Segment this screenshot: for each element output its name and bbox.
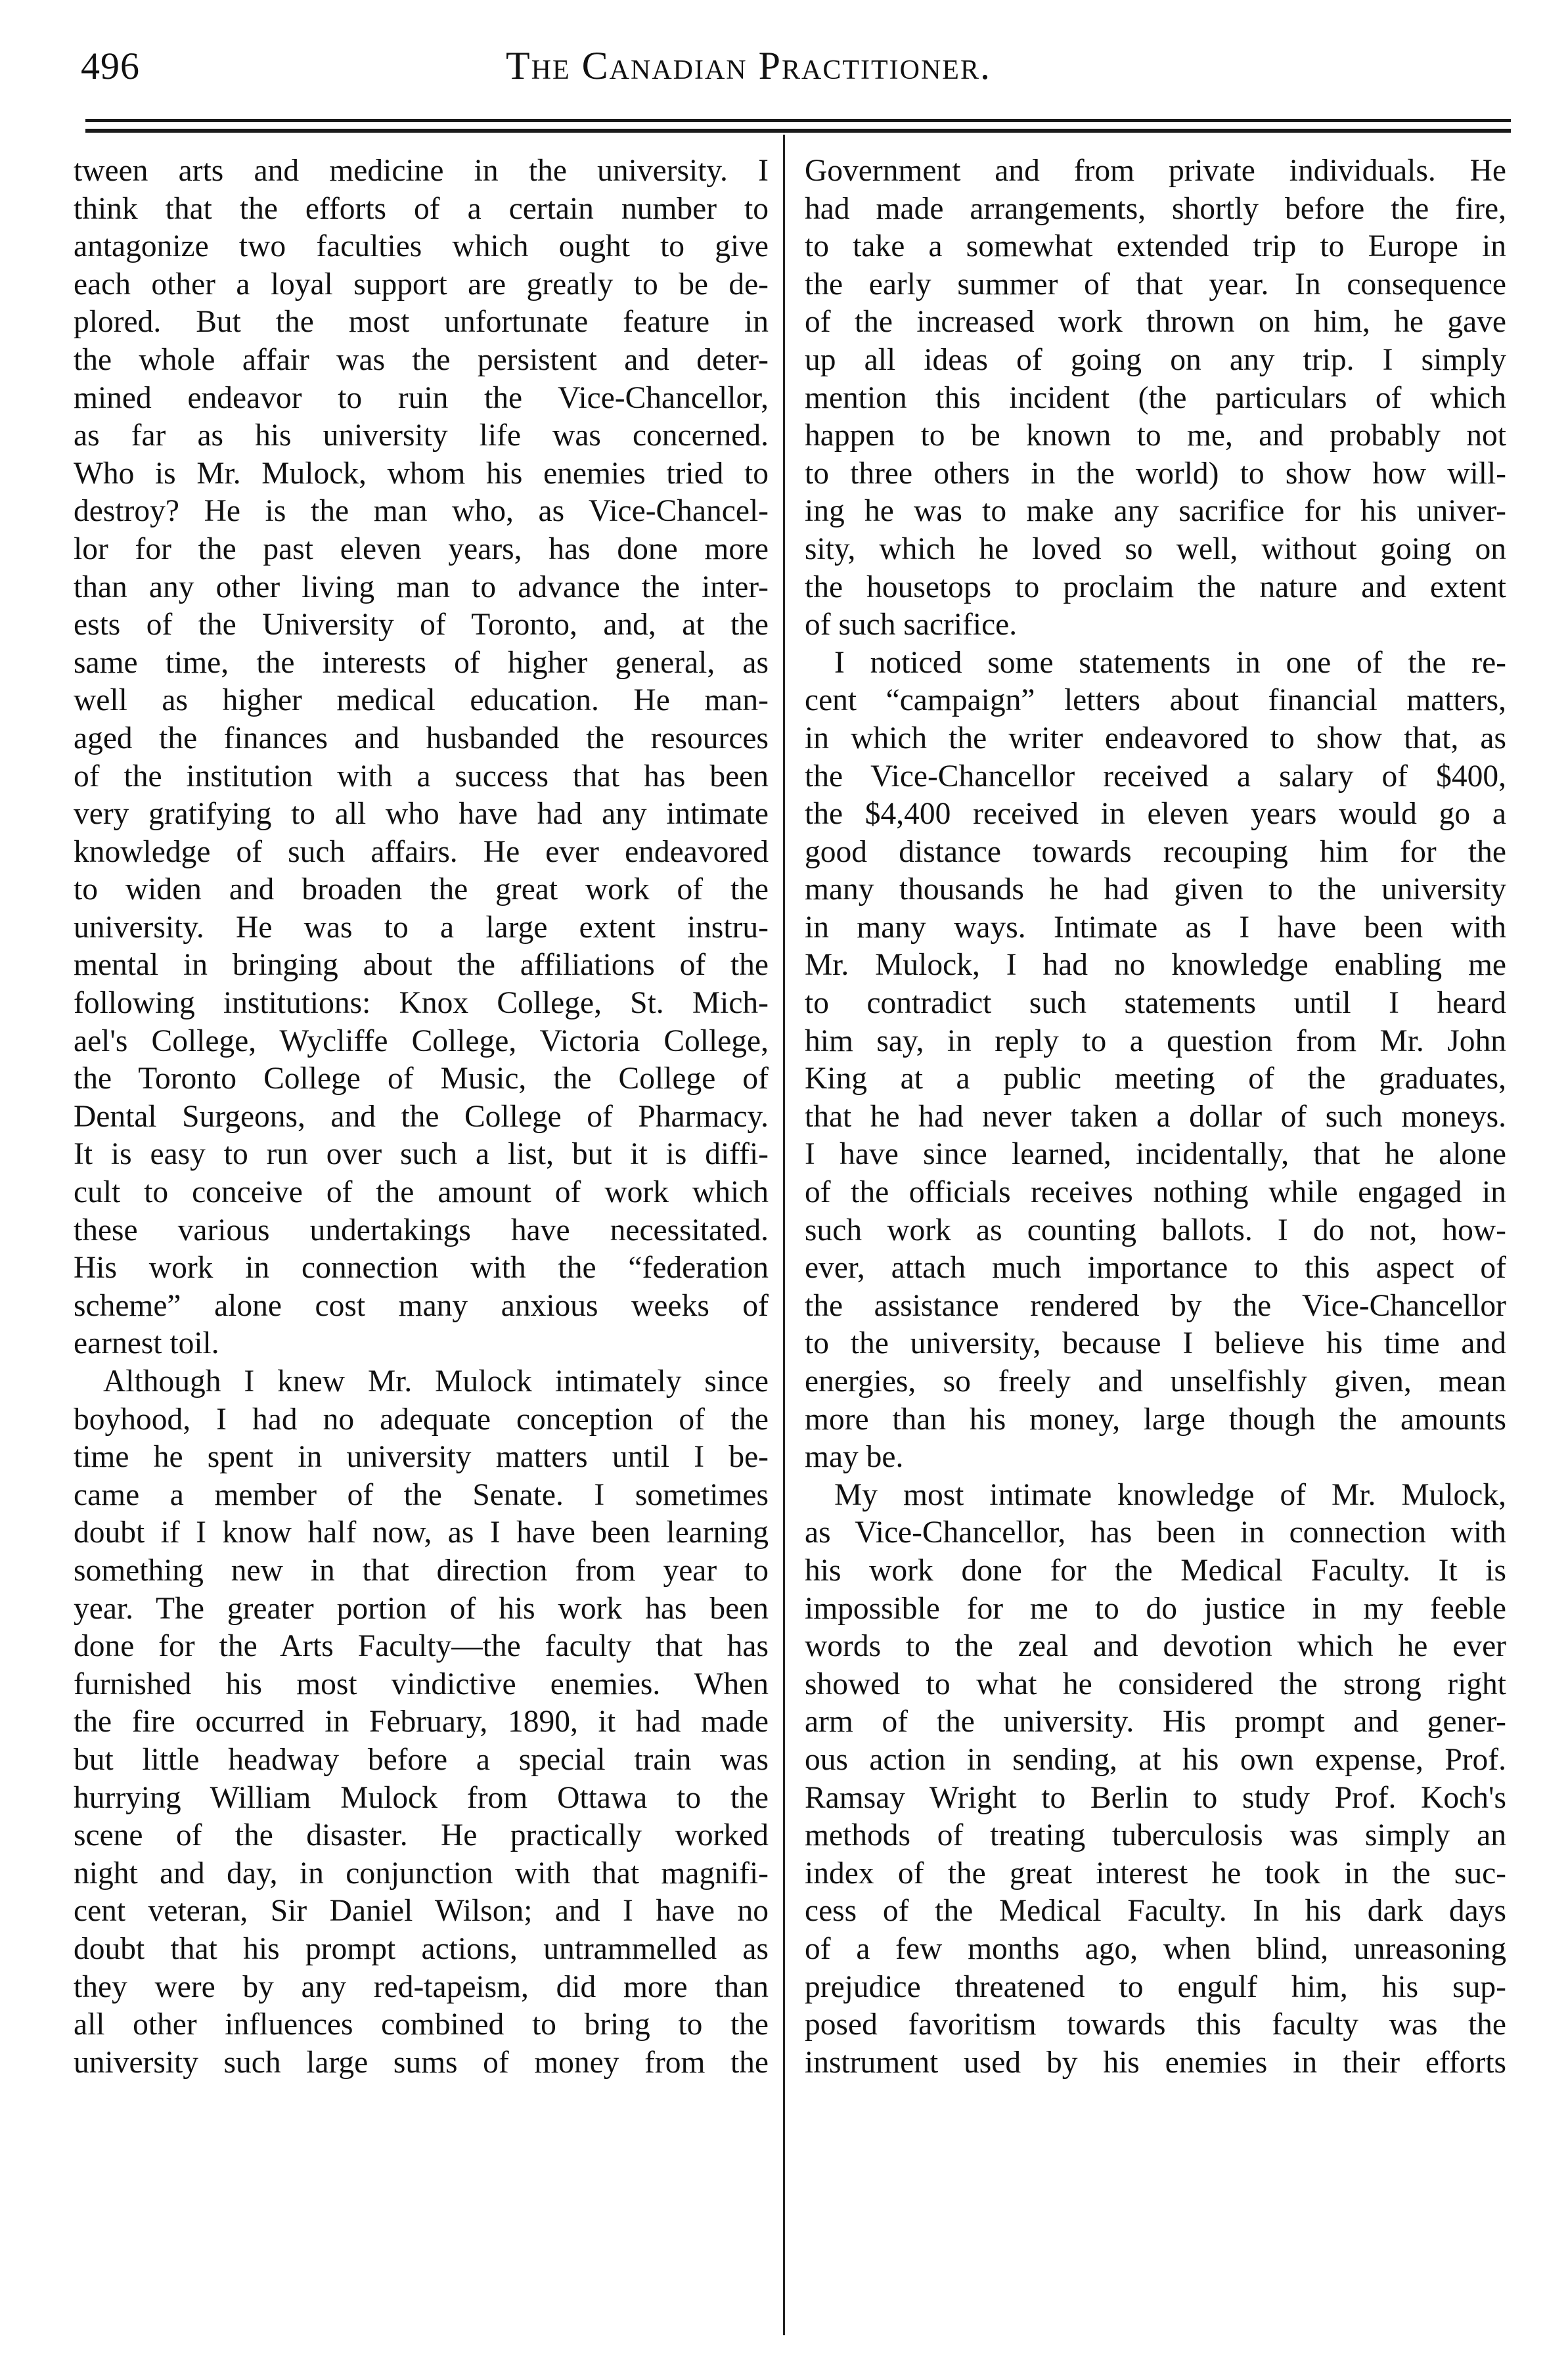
header-rule-top	[85, 119, 1511, 122]
text-line	[805, 1325, 1506, 1363]
text-line-content: instrument used by his enemies in their efforts	[805, 2045, 1506, 2080]
text-line-content: His work in connection with the “federation	[74, 1251, 769, 1286]
text-line	[74, 228, 769, 266]
text-line-content: had made arrangements, shortly before the fire,	[805, 191, 1506, 226]
text-line-content: following institutions: Knox College, St. Mich-	[74, 986, 769, 1021]
text-line	[74, 1666, 769, 1704]
text-line	[74, 834, 769, 872]
text-line	[805, 606, 1506, 644]
text-line	[74, 1098, 769, 1136]
text-line	[74, 1590, 769, 1628]
text-line-content: of the officials receives nothing while engaged in	[805, 1175, 1506, 1210]
text-line	[805, 795, 1506, 834]
text-line-content: cent veteran, Sir Daniel Wilson; and I have no	[74, 1894, 769, 1929]
text-line	[74, 569, 769, 607]
text-line	[805, 303, 1506, 342]
text-line-content: doubt if I know half now, as I have been learning	[74, 1515, 769, 1550]
text-line	[805, 682, 1506, 720]
text-line-content: of the institution with a success that has been	[74, 759, 769, 794]
text-line	[74, 1401, 769, 1439]
text-line-content: such work as counting ballots. I do not, how-	[805, 1213, 1506, 1247]
text-line	[805, 2044, 1506, 2082]
text-line	[805, 985, 1506, 1023]
text-line-content: year. The greater portion of his work has been	[74, 1591, 769, 1626]
text-line	[805, 1855, 1506, 1893]
text-line	[74, 871, 769, 909]
text-line	[74, 417, 769, 455]
text-line-content: ing he was to make any sacrifice for his univer-	[805, 494, 1506, 529]
text-line-content: the whole affair was the persistent and deter-	[74, 342, 769, 377]
text-line	[805, 1401, 1506, 1439]
text-line	[74, 1817, 769, 1855]
text-line	[805, 871, 1506, 909]
text-line-content: as far as his university life was concerned.	[74, 418, 769, 453]
text-line	[74, 720, 769, 758]
text-line-content: the housetops to proclaim the nature and extent	[805, 570, 1506, 604]
text-line	[805, 152, 1506, 190]
text-line	[805, 1817, 1506, 1855]
text-line-content: well as higher medical education. He man-	[74, 683, 769, 718]
text-line	[805, 2006, 1506, 2044]
text-line-content: same time, the interests of higher general, as	[74, 645, 769, 680]
text-line	[74, 1249, 769, 1288]
text-line-content: but little headway before a special train was	[74, 1742, 769, 1777]
text-line-content: done for the Arts Faculty—the faculty that has	[74, 1629, 769, 1664]
text-line	[74, 1325, 769, 1363]
text-line-content: knowledge of such affairs. He ever endeavored	[74, 834, 769, 869]
text-line	[74, 644, 769, 683]
text-line	[805, 644, 1506, 683]
column-divider	[783, 135, 785, 2335]
text-line-content: Who is Mr. Mulock, whom his enemies tried to	[74, 456, 769, 491]
text-line-content: came a member of the Senate. I sometimes	[74, 1477, 769, 1512]
header-rule-bottom	[85, 129, 1511, 133]
text-line-content: university. He was to a large extent instru-	[74, 910, 769, 945]
text-line-content: time he spent in university matters until I be-	[74, 1440, 769, 1475]
text-column-left	[74, 152, 769, 2082]
text-line	[805, 266, 1506, 304]
text-line-content: up all ideas of going on any trip. I simply	[805, 342, 1506, 377]
text-line-content: impossible for me to do justice in my feeble	[805, 1591, 1506, 1626]
text-line	[805, 1249, 1506, 1288]
text-line	[74, 1136, 769, 1174]
text-line-content: scheme” alone cost many anxious weeks of	[74, 1288, 769, 1323]
text-line	[74, 1439, 769, 1477]
text-line-content: ever, attach much importance to this aspect of	[805, 1251, 1506, 1286]
text-line-content: many thousands he had given to the university	[805, 872, 1506, 907]
text-line-content: earnest toil.	[74, 1326, 219, 1361]
text-line-content: Ramsay Wright to Berlin to study Prof. Koch's	[805, 1780, 1506, 1815]
text-line-content: boyhood, I had no adequate conception of the	[74, 1402, 769, 1437]
text-line	[805, 1023, 1506, 1061]
text-line-content: My most intimate knowledge of Mr. Mulock,	[834, 1477, 1506, 1512]
text-line-content: of a few months ago, when blind, unreasoning	[805, 1931, 1506, 1966]
text-line-content: I noticed some statements in one of the re-	[834, 645, 1506, 680]
text-line-content: index of the great interest he took in the suc-	[805, 1856, 1506, 1891]
text-line	[805, 1363, 1506, 1401]
text-line	[805, 834, 1506, 872]
text-line-content: his work done for the Medical Faculty. It is	[805, 1553, 1506, 1588]
text-line-content: ests of the University of Toronto, and, at the	[74, 608, 769, 642]
text-line-content: in which the writer endeavored to show that, as	[805, 721, 1506, 755]
text-line-content: methods of treating tuberculosis was simply an	[805, 1818, 1506, 1853]
text-line-content: scene of the disaster. He practically worked	[74, 1818, 769, 1853]
text-line	[805, 417, 1506, 455]
text-line	[74, 1288, 769, 1326]
text-line-content: cent “campaign” letters about financial matters,	[805, 683, 1506, 718]
text-line	[805, 190, 1506, 229]
text-line	[74, 758, 769, 796]
text-line	[805, 947, 1506, 985]
text-line	[74, 909, 769, 947]
text-line-content: posed favoritism towards this faculty was the	[805, 2007, 1506, 2042]
text-line-content: to take a somewhat extended trip to Europe in	[805, 229, 1506, 264]
text-line	[805, 1439, 1506, 1477]
text-line	[74, 380, 769, 418]
text-line	[74, 682, 769, 720]
text-line-content: good distance towards recouping him for the	[805, 834, 1506, 869]
text-line	[74, 1703, 769, 1741]
text-line	[74, 1931, 769, 1969]
text-line	[805, 380, 1506, 418]
text-line	[74, 947, 769, 985]
text-line-content: university such large sums of money from the	[74, 2045, 769, 2080]
text-line	[74, 342, 769, 380]
text-line-content: King at a public meeting of the graduates,	[805, 1062, 1506, 1096]
text-line	[805, 1174, 1506, 1212]
text-line	[74, 1892, 769, 1931]
text-line-content: all other influences combined to bring to the	[74, 2007, 769, 2042]
text-line-content: sity, which he loved so well, without going on	[805, 531, 1506, 566]
text-line	[805, 1060, 1506, 1098]
text-line-content: night and day, in conjunction with that magnifi-	[74, 1856, 769, 1891]
text-line	[74, 606, 769, 644]
text-line-content: each other a loyal support are greatly to be de-	[74, 267, 769, 302]
text-line	[805, 1628, 1506, 1666]
text-line-content: aged the finances and husbanded the resources	[74, 721, 769, 755]
text-line	[805, 1288, 1506, 1326]
text-line	[74, 2006, 769, 2044]
text-line-content: doubt that his prompt actions, untrammelled as	[74, 1931, 769, 1966]
text-line-content: showed to what he considered the strong right	[805, 1667, 1506, 1701]
text-line-content: Although I knew Mr. Mulock intimately since	[103, 1364, 769, 1399]
text-line	[74, 1741, 769, 1780]
text-line	[74, 190, 769, 229]
text-line-content: the fire occurred in February, 1890, it had made	[74, 1705, 769, 1739]
text-line	[74, 493, 769, 531]
text-line-content: ous action in sending, at his own expense, Prof.	[805, 1742, 1506, 1777]
text-line-content: to contradict such statements until I heard	[805, 986, 1506, 1021]
text-line	[805, 1892, 1506, 1931]
text-line-content: destroy? He is the man who, as Vice-Chancel-	[74, 494, 769, 529]
text-line-content: very gratifying to all who have had any intimate	[74, 797, 769, 832]
text-line-content: prejudice threatened to engulf him, his sup-	[805, 1969, 1506, 2004]
text-line-content: mention this incident (the particulars of which	[805, 380, 1506, 415]
text-line-content: energies, so freely and unselfishly given, mean	[805, 1364, 1506, 1399]
text-line-content: furnished his most vindictive enemies. When	[74, 1667, 769, 1701]
text-line-content: that he had never taken a dollar of such moneys.	[805, 1099, 1506, 1134]
text-line-content: to three others in the world) to show how will-	[805, 456, 1506, 491]
running-title: The Canadian Practitioner.	[506, 44, 991, 87]
text-line	[74, 795, 769, 834]
text-line-content: cess of the Medical Faculty. In his dark days	[805, 1894, 1506, 1929]
text-line	[805, 531, 1506, 569]
text-line-content: they were by any red-tapeism, did more than	[74, 1969, 769, 2004]
text-line	[805, 909, 1506, 947]
text-line-content: mental in bringing about the affiliations of the	[74, 948, 769, 983]
text-line	[74, 1969, 769, 2007]
text-line	[74, 1060, 769, 1098]
text-line	[805, 1931, 1506, 1969]
text-line	[805, 1969, 1506, 2007]
text-line-content: to widen and broaden the great work of the	[74, 872, 769, 907]
text-line-content: Dental Surgeons, and the College of Pharmacy.	[74, 1099, 769, 1134]
text-line	[74, 1363, 769, 1401]
text-line-content: antagonize two faculties which ought to give	[74, 229, 769, 264]
text-line-content: the Vice-Chancellor received a salary of $400,	[805, 759, 1506, 794]
text-line-content: lor for the past eleven years, has done more	[74, 531, 769, 566]
text-line	[74, 1514, 769, 1552]
text-line-content: arm of the university. His prompt and gener-	[805, 1705, 1506, 1739]
text-line-content: than any other living man to advance the inter-	[74, 570, 769, 604]
text-line-content: mined endeavor to ruin the Vice-Chancellor,	[74, 380, 769, 415]
text-line-content: more than his money, large though the amounts	[805, 1402, 1506, 1437]
text-line-content: the early summer of that year. In consequence	[805, 267, 1506, 302]
text-line-content: words to the zeal and devotion which he ever	[805, 1629, 1506, 1664]
text-line	[805, 228, 1506, 266]
text-line-content: hurrying William Mulock from Ottawa to the	[74, 1780, 769, 1815]
text-line	[74, 1023, 769, 1061]
text-line-content: cult to conceive of the amount of work which	[74, 1175, 769, 1210]
text-line	[74, 1628, 769, 1666]
text-line	[805, 1666, 1506, 1704]
text-line	[74, 1780, 769, 1818]
text-line-content: the assistance rendered by the Vice-Chancellor	[805, 1288, 1506, 1323]
text-line-content: tween arts and medicine in the university. I	[74, 154, 769, 188]
text-line	[805, 758, 1506, 796]
text-line	[805, 720, 1506, 758]
text-line-content: may be.	[805, 1440, 904, 1475]
text-line-content: of such sacrifice.	[805, 608, 1018, 642]
text-column-right	[805, 152, 1506, 2082]
text-line-content: happen to be known to me, and probably not	[805, 418, 1506, 453]
text-line	[74, 152, 769, 190]
text-line	[805, 1703, 1506, 1741]
text-line	[805, 342, 1506, 380]
text-line	[74, 1477, 769, 1515]
text-line	[805, 1477, 1506, 1515]
text-line	[805, 1212, 1506, 1250]
text-line-content: Government and from private individuals. He	[805, 154, 1506, 188]
text-line	[74, 1212, 769, 1250]
text-line	[74, 455, 769, 493]
page-number: 496	[81, 45, 140, 87]
text-line-content: think that the efforts of a certain number to	[74, 191, 769, 226]
text-line	[805, 1136, 1506, 1174]
text-line	[74, 1174, 769, 1212]
text-line	[805, 455, 1506, 493]
text-line-content: of the increased work thrown on him, he gave	[805, 305, 1506, 340]
text-line-content: plored. But the most unfortunate feature in	[74, 305, 769, 340]
text-line-content: something new in that direction from year to	[74, 1553, 769, 1588]
text-line-content: these various undertakings have necessitated.	[74, 1213, 769, 1247]
text-line-content: him say, in reply to a question from Mr. John	[805, 1023, 1506, 1058]
text-line-content: I have since learned, incidentally, that he alone	[805, 1137, 1506, 1172]
text-line-content: It is easy to run over such a list, but it is diffi-	[74, 1137, 769, 1172]
text-line	[74, 1855, 769, 1893]
text-line	[74, 1552, 769, 1590]
text-line	[74, 985, 769, 1023]
text-line	[805, 1514, 1506, 1552]
text-line-content: ael's College, Wycliffe College, Victoria College,	[74, 1023, 769, 1058]
text-line-content: as Vice-Chancellor, has been in connection with	[805, 1515, 1506, 1550]
text-line	[74, 2044, 769, 2082]
text-line	[805, 493, 1506, 531]
text-line-content: Mr. Mulock, I had no knowledge enabling me	[805, 948, 1506, 983]
text-line	[805, 1590, 1506, 1628]
text-line	[805, 1741, 1506, 1780]
text-line	[805, 1552, 1506, 1590]
text-line-content: the Toronto College of Music, the College of	[74, 1062, 769, 1096]
text-line	[74, 531, 769, 569]
text-line	[805, 1780, 1506, 1818]
text-line	[74, 303, 769, 342]
text-line	[74, 266, 769, 304]
text-line	[805, 569, 1506, 607]
text-line-content: the $4,400 received in eleven years would go a	[805, 797, 1506, 832]
text-line-content: to the university, because I believe his time and	[805, 1326, 1506, 1361]
text-line	[805, 1098, 1506, 1136]
text-line-content: in many ways. Intimate as I have been with	[805, 910, 1506, 945]
